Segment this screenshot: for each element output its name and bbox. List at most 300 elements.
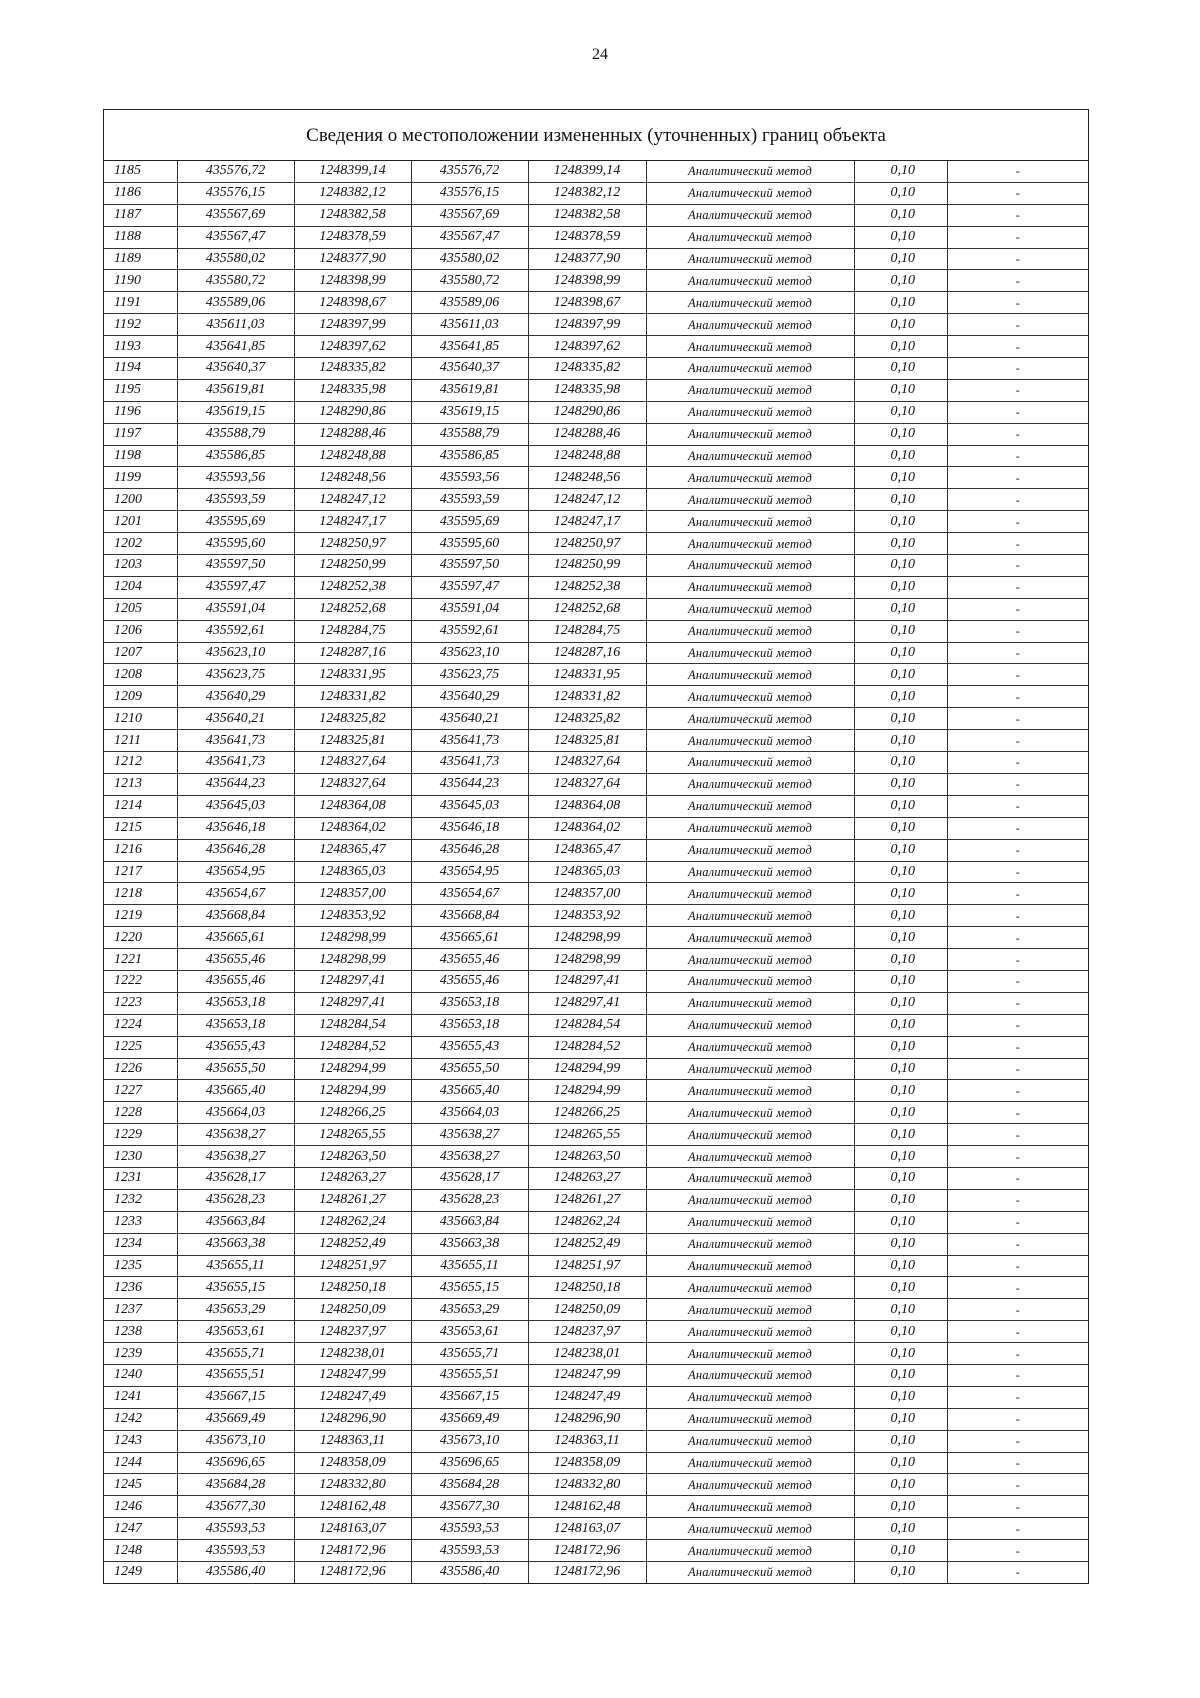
new-y-cell: 1248265,55 <box>528 1124 646 1146</box>
old-y-cell: 1248250,97 <box>294 533 411 555</box>
new-y-cell: 1248399,14 <box>528 161 646 182</box>
old-x-cell: 435641,73 <box>177 730 294 752</box>
note-cell: - <box>947 927 1088 949</box>
boundary-table <box>103 109 1089 1584</box>
table-row <box>104 970 1088 992</box>
point-number-cell: 1197 <box>104 423 177 445</box>
old-x-cell: 435655,71 <box>177 1343 294 1365</box>
new-x-cell: 435576,72 <box>411 161 528 182</box>
note-cell: - <box>947 1058 1088 1080</box>
new-y-cell: 1248353,92 <box>528 905 646 927</box>
note-cell: - <box>947 708 1088 730</box>
point-number-cell: 1191 <box>104 292 177 314</box>
coordinates-table <box>104 161 1088 1583</box>
note-cell: - <box>947 1014 1088 1036</box>
note-cell: - <box>947 533 1088 555</box>
new-x-cell: 435586,40 <box>411 1562 528 1583</box>
new-y-cell: 1248325,82 <box>528 708 646 730</box>
table-row <box>104 905 1088 927</box>
note-cell: - <box>947 511 1088 533</box>
table-row <box>104 686 1088 708</box>
method-cell: Аналитический метод <box>646 1102 854 1124</box>
accuracy-cell: 0,10 <box>854 1321 947 1343</box>
new-y-cell: 1248250,97 <box>528 533 646 555</box>
old-x-cell: 435576,15 <box>177 182 294 204</box>
new-y-cell: 1248296,90 <box>528 1408 646 1430</box>
note-cell: - <box>947 861 1088 883</box>
accuracy-cell: 0,10 <box>854 883 947 905</box>
old-y-cell: 1248162,48 <box>294 1496 411 1518</box>
point-number-cell: 1226 <box>104 1058 177 1080</box>
note-cell: - <box>947 1167 1088 1189</box>
table-row <box>104 1080 1088 1102</box>
table-row <box>104 1211 1088 1233</box>
point-number-cell: 1234 <box>104 1233 177 1255</box>
note-cell: - <box>947 1386 1088 1408</box>
accuracy-cell: 0,10 <box>854 708 947 730</box>
old-x-cell: 435653,18 <box>177 1014 294 1036</box>
accuracy-cell: 0,10 <box>854 379 947 401</box>
new-y-cell: 1248298,99 <box>528 949 646 971</box>
point-number-cell: 1240 <box>104 1364 177 1386</box>
table-row <box>104 1321 1088 1343</box>
table-row <box>104 555 1088 577</box>
method-cell: Аналитический метод <box>646 795 854 817</box>
old-x-cell: 435641,73 <box>177 752 294 774</box>
method-cell: Аналитический метод <box>646 773 854 795</box>
method-cell: Аналитический метод <box>646 1014 854 1036</box>
new-y-cell: 1248263,27 <box>528 1167 646 1189</box>
new-y-cell: 1248357,00 <box>528 883 646 905</box>
new-y-cell: 1248261,27 <box>528 1189 646 1211</box>
method-cell: Аналитический метод <box>646 511 854 533</box>
table-row <box>104 1343 1088 1365</box>
table-row <box>104 292 1088 314</box>
point-number-cell: 1220 <box>104 927 177 949</box>
accuracy-cell: 0,10 <box>854 576 947 598</box>
old-x-cell: 435567,69 <box>177 204 294 226</box>
old-x-cell: 435611,03 <box>177 314 294 336</box>
old-x-cell: 435591,04 <box>177 598 294 620</box>
old-y-cell: 1248327,64 <box>294 752 411 774</box>
old-x-cell: 435623,10 <box>177 642 294 664</box>
accuracy-cell: 0,10 <box>854 1233 947 1255</box>
old-x-cell: 435580,72 <box>177 270 294 292</box>
new-y-cell: 1248398,99 <box>528 270 646 292</box>
method-cell: Аналитический метод <box>646 1124 854 1146</box>
new-y-cell: 1248250,09 <box>528 1299 646 1321</box>
new-y-cell: 1248284,54 <box>528 1014 646 1036</box>
new-x-cell: 435640,37 <box>411 358 528 380</box>
new-x-cell: 435576,15 <box>411 182 528 204</box>
point-number-cell: 1199 <box>104 467 177 489</box>
old-y-cell: 1248297,41 <box>294 992 411 1014</box>
note-cell: - <box>947 1146 1088 1168</box>
point-number-cell: 1212 <box>104 752 177 774</box>
table-body <box>104 161 1088 1583</box>
method-cell: Аналитический метод <box>646 1343 854 1365</box>
old-x-cell: 435588,79 <box>177 423 294 445</box>
accuracy-cell: 0,10 <box>854 1124 947 1146</box>
table-row <box>104 817 1088 839</box>
new-x-cell: 435655,15 <box>411 1277 528 1299</box>
accuracy-cell: 0,10 <box>854 598 947 620</box>
note-cell: - <box>947 1102 1088 1124</box>
accuracy-cell: 0,10 <box>854 533 947 555</box>
new-y-cell: 1248262,24 <box>528 1211 646 1233</box>
accuracy-cell: 0,10 <box>854 949 947 971</box>
new-x-cell: 435619,81 <box>411 379 528 401</box>
new-y-cell: 1248294,99 <box>528 1058 646 1080</box>
accuracy-cell: 0,10 <box>854 1255 947 1277</box>
new-y-cell: 1248327,64 <box>528 773 646 795</box>
accuracy-cell: 0,10 <box>854 1343 947 1365</box>
new-x-cell: 435655,11 <box>411 1255 528 1277</box>
new-y-cell: 1248247,99 <box>528 1364 646 1386</box>
point-number-cell: 1239 <box>104 1343 177 1365</box>
old-x-cell: 435665,61 <box>177 927 294 949</box>
table-row <box>104 773 1088 795</box>
new-x-cell: 435619,15 <box>411 401 528 423</box>
old-x-cell: 435567,47 <box>177 226 294 248</box>
new-x-cell: 435641,85 <box>411 336 528 358</box>
method-cell: Аналитический метод <box>646 358 854 380</box>
new-y-cell: 1248248,56 <box>528 467 646 489</box>
accuracy-cell: 0,10 <box>854 1211 947 1233</box>
point-number-cell: 1204 <box>104 576 177 598</box>
table-row <box>104 1518 1088 1540</box>
note-cell: - <box>947 1474 1088 1496</box>
note-cell: - <box>947 226 1088 248</box>
new-x-cell: 435645,03 <box>411 795 528 817</box>
old-y-cell: 1248247,99 <box>294 1364 411 1386</box>
note-cell: - <box>947 1299 1088 1321</box>
accuracy-cell: 0,10 <box>854 1386 947 1408</box>
table-row <box>104 1014 1088 1036</box>
note-cell: - <box>947 795 1088 817</box>
old-x-cell: 435597,50 <box>177 555 294 577</box>
old-x-cell: 435696,65 <box>177 1452 294 1474</box>
old-y-cell: 1248358,09 <box>294 1452 411 1474</box>
table-row <box>104 1408 1088 1430</box>
table-row <box>104 1058 1088 1080</box>
new-x-cell: 435677,30 <box>411 1496 528 1518</box>
note-cell: - <box>947 905 1088 927</box>
point-number-cell: 1194 <box>104 358 177 380</box>
point-number-cell: 1225 <box>104 1036 177 1058</box>
point-number-cell: 1190 <box>104 270 177 292</box>
new-x-cell: 435591,04 <box>411 598 528 620</box>
point-number-cell: 1205 <box>104 598 177 620</box>
new-y-cell: 1248163,07 <box>528 1518 646 1540</box>
table-row <box>104 730 1088 752</box>
note-cell: - <box>947 664 1088 686</box>
new-x-cell: 435593,56 <box>411 467 528 489</box>
old-x-cell: 435593,59 <box>177 489 294 511</box>
table-row <box>104 423 1088 445</box>
point-number-cell: 1228 <box>104 1102 177 1124</box>
point-number-cell: 1207 <box>104 642 177 664</box>
old-x-cell: 435684,28 <box>177 1474 294 1496</box>
note-cell: - <box>947 182 1088 204</box>
new-y-cell: 1248363,11 <box>528 1430 646 1452</box>
accuracy-cell: 0,10 <box>854 292 947 314</box>
new-x-cell: 435655,51 <box>411 1364 528 1386</box>
method-cell: Аналитический метод <box>646 423 854 445</box>
note-cell: - <box>947 1124 1088 1146</box>
table-row <box>104 861 1088 883</box>
old-x-cell: 435628,17 <box>177 1167 294 1189</box>
table-row <box>104 839 1088 861</box>
table-row <box>104 511 1088 533</box>
point-number-cell: 1233 <box>104 1211 177 1233</box>
old-y-cell: 1248399,14 <box>294 161 411 182</box>
new-x-cell: 435646,18 <box>411 817 528 839</box>
note-cell: - <box>947 1080 1088 1102</box>
old-y-cell: 1248397,99 <box>294 314 411 336</box>
old-y-cell: 1248248,88 <box>294 445 411 467</box>
new-x-cell: 435664,03 <box>411 1102 528 1124</box>
old-y-cell: 1248261,27 <box>294 1189 411 1211</box>
old-y-cell: 1248262,24 <box>294 1211 411 1233</box>
new-y-cell: 1248382,58 <box>528 204 646 226</box>
old-y-cell: 1248365,03 <box>294 861 411 883</box>
method-cell: Аналитический метод <box>646 708 854 730</box>
old-x-cell: 435645,03 <box>177 795 294 817</box>
note-cell: - <box>947 489 1088 511</box>
method-cell: Аналитический метод <box>646 1452 854 1474</box>
old-x-cell: 435595,60 <box>177 533 294 555</box>
old-y-cell: 1248331,95 <box>294 664 411 686</box>
new-y-cell: 1248331,95 <box>528 664 646 686</box>
new-y-cell: 1248378,59 <box>528 226 646 248</box>
old-y-cell: 1248263,27 <box>294 1167 411 1189</box>
new-x-cell: 435653,61 <box>411 1321 528 1343</box>
new-y-cell: 1248237,97 <box>528 1321 646 1343</box>
old-y-cell: 1248263,50 <box>294 1146 411 1168</box>
method-cell: Аналитический метод <box>646 1518 854 1540</box>
point-number-cell: 1186 <box>104 182 177 204</box>
old-x-cell: 435653,18 <box>177 992 294 1014</box>
new-y-cell: 1248365,47 <box>528 839 646 861</box>
old-y-cell: 1248397,62 <box>294 336 411 358</box>
old-x-cell: 435654,67 <box>177 883 294 905</box>
table-title: Сведения о местоположении измененных (уточненных) границ объекта <box>104 110 1088 161</box>
point-number-cell: 1188 <box>104 226 177 248</box>
new-y-cell: 1248172,96 <box>528 1540 646 1562</box>
point-number-cell: 1230 <box>104 1146 177 1168</box>
point-number-cell: 1202 <box>104 533 177 555</box>
note-cell: - <box>947 1518 1088 1540</box>
new-x-cell: 435567,47 <box>411 226 528 248</box>
old-y-cell: 1248265,55 <box>294 1124 411 1146</box>
accuracy-cell: 0,10 <box>854 752 947 774</box>
accuracy-cell: 0,10 <box>854 773 947 795</box>
old-x-cell: 435655,51 <box>177 1364 294 1386</box>
table-row <box>104 1496 1088 1518</box>
new-y-cell: 1248266,25 <box>528 1102 646 1124</box>
point-number-cell: 1213 <box>104 773 177 795</box>
accuracy-cell: 0,10 <box>854 182 947 204</box>
old-x-cell: 435669,49 <box>177 1408 294 1430</box>
table-row <box>104 642 1088 664</box>
accuracy-cell: 0,10 <box>854 1036 947 1058</box>
accuracy-cell: 0,10 <box>854 642 947 664</box>
new-x-cell: 435665,40 <box>411 1080 528 1102</box>
old-x-cell: 435638,27 <box>177 1146 294 1168</box>
new-x-cell: 435593,53 <box>411 1518 528 1540</box>
old-x-cell: 435623,75 <box>177 664 294 686</box>
table-row <box>104 1036 1088 1058</box>
method-cell: Аналитический метод <box>646 620 854 642</box>
point-number-cell: 1242 <box>104 1408 177 1430</box>
note-cell: - <box>947 423 1088 445</box>
accuracy-cell: 0,10 <box>854 423 947 445</box>
point-number-cell: 1211 <box>104 730 177 752</box>
point-number-cell: 1249 <box>104 1562 177 1583</box>
accuracy-cell: 0,10 <box>854 511 947 533</box>
table-row <box>104 1124 1088 1146</box>
table-row <box>104 992 1088 1014</box>
point-number-cell: 1210 <box>104 708 177 730</box>
old-y-cell: 1248382,12 <box>294 182 411 204</box>
old-y-cell: 1248335,82 <box>294 358 411 380</box>
new-y-cell: 1248252,38 <box>528 576 646 598</box>
old-y-cell: 1248287,16 <box>294 642 411 664</box>
note-cell: - <box>1015 1565 1020 1580</box>
note-cell: - <box>947 1211 1088 1233</box>
note-cell: - <box>947 970 1088 992</box>
note-cell: - <box>947 358 1088 380</box>
method-cell: Аналитический метод <box>646 1474 854 1496</box>
accuracy-cell: 0,10 <box>854 1408 947 1430</box>
accuracy-cell: 0,10 <box>854 730 947 752</box>
old-y-cell: 1248378,59 <box>294 226 411 248</box>
method-cell: Аналитический метод <box>646 1080 854 1102</box>
new-x-cell: 435654,67 <box>411 883 528 905</box>
point-number-cell: 1193 <box>104 336 177 358</box>
note-cell: - <box>947 1343 1088 1365</box>
method-cell: Аналитический метод <box>646 1189 854 1211</box>
table-row <box>104 314 1088 336</box>
accuracy-cell: 0,10 <box>854 817 947 839</box>
old-y-cell: 1248247,12 <box>294 489 411 511</box>
table-row <box>104 1452 1088 1474</box>
accuracy-cell: 0,10 <box>854 795 947 817</box>
note-cell: - <box>947 642 1088 664</box>
point-number-cell: 1236 <box>104 1277 177 1299</box>
point-number-cell: 1200 <box>104 489 177 511</box>
table-row <box>104 248 1088 270</box>
note-cell: - <box>947 992 1088 1014</box>
new-x-cell: 435595,60 <box>411 533 528 555</box>
method-cell: Аналитический метод <box>646 379 854 401</box>
accuracy-cell: 0,10 <box>854 248 947 270</box>
accuracy-cell: 0,10 <box>854 1452 947 1474</box>
note-cell: - <box>947 576 1088 598</box>
point-number-cell: 1209 <box>104 686 177 708</box>
new-y-cell: 1248288,46 <box>528 423 646 445</box>
old-y-cell: 1248325,82 <box>294 708 411 730</box>
new-x-cell: 435673,10 <box>411 1430 528 1452</box>
method-cell: Аналитический метод <box>646 1562 854 1583</box>
point-number-cell: 1246 <box>104 1496 177 1518</box>
accuracy-cell: 0,10 <box>854 204 947 226</box>
method-cell: Аналитический метод <box>646 182 854 204</box>
new-y-cell: 1248297,41 <box>528 970 646 992</box>
old-y-cell: 1248237,97 <box>294 1321 411 1343</box>
new-y-cell: 1248358,09 <box>528 1452 646 1474</box>
table-row <box>104 336 1088 358</box>
new-y-cell: 1248377,90 <box>528 248 646 270</box>
old-y-cell: 1248363,11 <box>294 1430 411 1452</box>
new-x-cell: 435580,72 <box>411 270 528 292</box>
table-row <box>104 752 1088 774</box>
method-cell: Аналитический метод <box>646 752 854 774</box>
new-x-cell: 435623,10 <box>411 642 528 664</box>
old-x-cell: 435593,53 <box>177 1540 294 1562</box>
point-number-cell: 1238 <box>104 1321 177 1343</box>
new-x-cell: 435663,38 <box>411 1233 528 1255</box>
table-row <box>104 1562 1088 1583</box>
point-number-cell: 1221 <box>104 949 177 971</box>
accuracy-cell: 0,10 <box>854 620 947 642</box>
accuracy-cell: 0,10 <box>854 1102 947 1124</box>
table-row <box>104 401 1088 423</box>
old-y-cell: 1248298,99 <box>294 949 411 971</box>
new-x-cell: 435696,65 <box>411 1452 528 1474</box>
new-y-cell: 1248298,99 <box>528 927 646 949</box>
new-y-cell: 1248284,75 <box>528 620 646 642</box>
old-x-cell: 435655,46 <box>177 949 294 971</box>
note-cell: - <box>947 1255 1088 1277</box>
new-x-cell: 435668,84 <box>411 905 528 927</box>
old-y-cell: 1248296,90 <box>294 1408 411 1430</box>
new-y-cell: 1248238,01 <box>528 1343 646 1365</box>
table-row <box>104 664 1088 686</box>
new-y-cell: 1248284,52 <box>528 1036 646 1058</box>
accuracy-cell: 0,10 <box>854 336 947 358</box>
old-y-cell: 1248250,18 <box>294 1277 411 1299</box>
note-cell: - <box>947 445 1088 467</box>
new-y-cell: 1248335,98 <box>528 379 646 401</box>
method-cell: Аналитический метод <box>646 949 854 971</box>
point-number-cell: 1241 <box>104 1386 177 1408</box>
table-row <box>104 1474 1088 1496</box>
table-row <box>104 1189 1088 1211</box>
old-x-cell: 435641,85 <box>177 336 294 358</box>
note-cell: - <box>947 161 1088 182</box>
note-cell: - <box>947 292 1088 314</box>
old-x-cell: 435663,38 <box>177 1233 294 1255</box>
old-y-cell: 1248332,80 <box>294 1474 411 1496</box>
old-y-cell: 1248294,99 <box>294 1080 411 1102</box>
table-row <box>104 1277 1088 1299</box>
method-cell: Аналитический метод <box>646 1277 854 1299</box>
old-x-cell: 435619,81 <box>177 379 294 401</box>
note-cell: - <box>947 839 1088 861</box>
accuracy-cell: 0,10 <box>854 1474 947 1496</box>
method-cell: Аналитический метод <box>646 1299 854 1321</box>
new-x-cell: 435653,18 <box>411 992 528 1014</box>
old-y-cell: 1248331,82 <box>294 686 411 708</box>
new-y-cell: 1248247,49 <box>528 1386 646 1408</box>
note-cell: - <box>947 1277 1088 1299</box>
old-x-cell: 435576,72 <box>177 161 294 182</box>
new-x-cell: 435655,46 <box>411 970 528 992</box>
old-x-cell: 435664,03 <box>177 1102 294 1124</box>
method-cell: Аналитический метод <box>646 336 854 358</box>
